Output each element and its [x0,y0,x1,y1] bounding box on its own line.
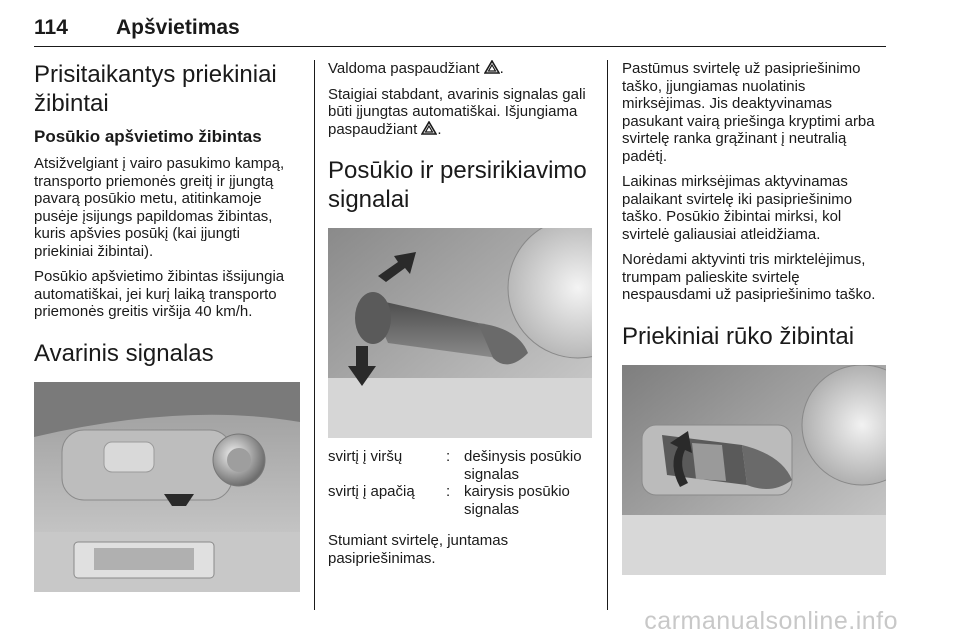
column-3 [622,60,888,575]
definition-separator: : [446,483,451,500]
page-header [34,6,886,47]
paragraph-text: . [437,120,442,138]
paragraph [328,86,592,139]
hazard-triangle-icon [421,121,437,135]
definition-term: svirtį į viršų [328,448,403,465]
definition-row [328,483,592,518]
paragraph [328,60,592,78]
column-divider [607,60,608,610]
subsection-title: Posūkio apšvietimo žibintas [34,127,262,146]
paragraph: Atsižvelgiant į vairo pasukimo kampą, transporto priemonės greitį ir įjungtą pavarą posūkio metu, atitinkamoje pusėje įsijungs papildomas žibintas, kuris apšvies posūkį (kai įjungti priekiniai žibintai). [34,155,285,260]
paragraph: Posūkio apšvietimo žibintas išsijungia automatiškai, jei kurį laiką transporto priemonės greitis viršija 40 km/h. [34,268,285,320]
column-2 [328,60,592,575]
paragraph-text: Staigiai stabdant, avarinis signalas gali būti įjungtas automatiškai. Išjungiama paspaudžiant [328,85,586,138]
watermark: carmanualsonline.info [644,607,898,635]
hazard-switch-figure [34,382,300,592]
paragraph: Stumiant svirtelę, juntamas pasipriešinimas. [328,532,509,567]
paragraph: Pastūmus svirtelę už pasipriešinimo taško, įjungiamas nuolatinis mirksėjimas. Jis deaktyvinamas pasukant vairą priešinga kryptimi arba svirtelę ranka grąžinant į neutralią padėtį. [622,60,875,165]
fog-light-lever-figure [622,365,886,575]
page-number: 114 [34,16,68,39]
paragraph-text: Valdoma paspaudžiant [328,60,480,77]
paragraph-text: . [499,60,504,77]
section-title: Avarinis signalas [34,339,214,367]
paragraph: Laikinas mirksėjimas aktyvinamas palaikant svirtelę iki pasipriešinimo taško. Posūkio žibintai mirksi, kol svirtelė galiausiai atleidžiama. [622,173,853,243]
turn-signal-lever-figure [328,228,592,438]
section-title: Priekiniai rūko žibintai [622,322,855,350]
definition-row [328,448,592,483]
column-divider [314,60,315,610]
definition-separator: : [446,448,451,465]
paragraph: Norėdami aktyvinti tris mirktelėjimus, trumpam palieskite svirtelę nespausdami už pasipriešinimo taško. [622,251,876,303]
definition-text: kairysis posūkio signalas [464,483,570,518]
hazard-triangle-icon [484,60,500,74]
section-title: Posūkio ir persirikiavimo signalai [328,157,587,213]
column-1 [34,60,302,592]
definition-term: svirtį į apačią [328,483,415,500]
direction-definitions [328,448,592,518]
running-title: Apšvietimas [116,16,240,39]
section-title: Prisitaikantys priekiniai žibintai [34,61,277,117]
definition-text: dešinysis posūkio signalas [464,448,582,483]
